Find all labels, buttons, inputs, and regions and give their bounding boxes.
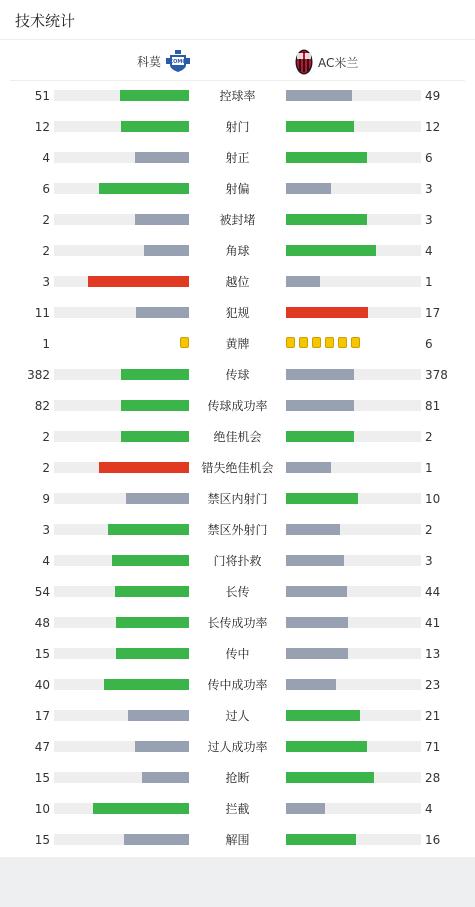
stat-label: 抢断 <box>225 771 250 785</box>
stat-label: 传球 <box>225 368 250 382</box>
home-value: 6 <box>42 182 50 196</box>
stat-label: 禁区外射门 <box>207 523 268 537</box>
away-value: 81 <box>425 399 441 413</box>
home-value: 382 <box>27 368 50 382</box>
stat-row <box>0 616 475 630</box>
stat-label: 控球率 <box>219 89 256 103</box>
away-bar <box>286 710 360 721</box>
yellow-card-icon <box>286 337 295 348</box>
home-bar-track <box>54 803 189 814</box>
home-value: 10 <box>34 802 50 816</box>
home-bar <box>135 214 189 225</box>
away-bar-track <box>286 245 421 256</box>
away-bar-track <box>286 834 421 845</box>
home-bar <box>112 555 189 566</box>
stat-row <box>0 740 475 754</box>
stat-row <box>0 647 475 661</box>
home-bar-track <box>54 555 189 566</box>
away-bar-track <box>286 369 421 380</box>
home-bar-track <box>54 710 189 721</box>
stat-label: 禁区内射门 <box>207 492 268 506</box>
stat-label: 黄牌 <box>225 337 250 351</box>
away-bar <box>286 245 376 256</box>
away-yellow-cards <box>286 337 421 351</box>
home-bar-track <box>54 307 189 318</box>
away-bar-track <box>286 772 421 783</box>
home-bar <box>104 679 189 690</box>
stat-row <box>0 492 475 506</box>
page-title: 技术统计 <box>15 12 76 30</box>
home-yellow-cards <box>54 337 189 351</box>
stat-label: 传球成功率 <box>207 399 268 413</box>
home-value: 17 <box>34 709 50 723</box>
away-bar <box>286 555 344 566</box>
away-bar <box>286 493 358 504</box>
home-bar <box>108 524 189 535</box>
home-value: 2 <box>42 244 50 258</box>
stat-label: 长传 <box>225 585 250 599</box>
team-header <box>10 40 465 81</box>
home-team[interactable] <box>137 49 190 73</box>
home-value: 51 <box>34 89 50 103</box>
stat-label: 射偏 <box>225 182 250 196</box>
away-bar <box>286 90 352 101</box>
away-bar-track <box>286 276 421 287</box>
away-value: 3 <box>425 213 433 227</box>
home-bar <box>121 121 189 132</box>
home-bar <box>115 586 189 597</box>
home-bar <box>121 369 189 380</box>
home-value: 82 <box>34 399 50 413</box>
away-value: 1 <box>425 275 433 289</box>
away-bar <box>286 741 367 752</box>
stat-row <box>0 523 475 537</box>
stat-label: 传中成功率 <box>207 678 268 692</box>
stat-row <box>0 337 475 351</box>
home-value: 4 <box>42 554 50 568</box>
away-bar <box>286 524 340 535</box>
yellow-card-icon <box>325 337 334 348</box>
away-bar-track <box>286 121 421 132</box>
stat-row <box>0 833 475 847</box>
home-bar-track <box>54 152 189 163</box>
away-value: 378 <box>425 368 448 382</box>
home-bar-track <box>54 214 189 225</box>
stat-label: 射正 <box>225 151 250 165</box>
home-value: 2 <box>42 213 50 227</box>
away-bar <box>286 431 354 442</box>
away-bar-track <box>286 524 421 535</box>
away-bar <box>286 648 348 659</box>
away-bar-track <box>286 648 421 659</box>
away-bar-track <box>286 214 421 225</box>
away-value: 12 <box>425 120 441 134</box>
away-bar <box>286 462 331 473</box>
home-bar <box>99 183 189 194</box>
title-bar <box>0 0 475 40</box>
stat-row <box>0 182 475 196</box>
home-value: 15 <box>34 771 50 785</box>
away-bar-track <box>286 679 421 690</box>
home-bar <box>116 617 189 628</box>
home-bar <box>121 400 189 411</box>
away-bar <box>286 586 347 597</box>
home-bar-track <box>54 400 189 411</box>
away-value: 23 <box>425 678 441 692</box>
away-bar-track <box>286 307 421 318</box>
away-value: 4 <box>425 802 433 816</box>
away-bar <box>286 772 374 783</box>
home-value: 15 <box>34 833 50 847</box>
stat-row <box>0 368 475 382</box>
stat-label: 门将扑救 <box>213 554 262 568</box>
home-bar <box>128 710 189 721</box>
away-bar <box>286 400 354 411</box>
away-team-name: AC米兰 <box>318 55 359 70</box>
home-bar <box>99 462 189 473</box>
stat-row <box>0 244 475 258</box>
away-bar <box>286 121 354 132</box>
home-bar-track <box>54 183 189 194</box>
away-bar <box>286 152 367 163</box>
away-team[interactable] <box>295 49 358 75</box>
yellow-card-icon <box>299 337 308 348</box>
away-bar-track <box>286 431 421 442</box>
home-value: 9 <box>42 492 50 506</box>
home-bar-track <box>54 245 189 256</box>
away-bar-track <box>286 741 421 752</box>
yellow-card-icon <box>312 337 321 348</box>
stat-label: 错失绝佳机会 <box>201 461 274 475</box>
home-bar-track <box>54 493 189 504</box>
stat-row <box>0 771 475 785</box>
away-value: 6 <box>425 337 433 351</box>
away-value: 17 <box>425 306 441 320</box>
away-value: 41 <box>425 616 441 630</box>
away-value: 6 <box>425 151 433 165</box>
away-bar <box>286 307 368 318</box>
home-bar-track <box>54 524 189 535</box>
stat-label: 射门 <box>225 120 250 134</box>
away-bar-track <box>286 400 421 411</box>
stat-row <box>0 399 475 413</box>
home-bar-track <box>54 772 189 783</box>
away-bar <box>286 834 356 845</box>
home-value: 47 <box>34 740 50 754</box>
home-bar-track <box>54 276 189 287</box>
away-value: 10 <box>425 492 441 506</box>
home-value: 54 <box>34 585 50 599</box>
home-bar <box>142 772 189 783</box>
home-bar-track <box>54 586 189 597</box>
away-bar <box>286 617 348 628</box>
away-value: 3 <box>425 182 433 196</box>
home-value: 15 <box>34 647 50 661</box>
home-value: 12 <box>34 120 50 134</box>
away-bar-track <box>286 555 421 566</box>
home-bar <box>121 431 189 442</box>
home-bar-track <box>54 431 189 442</box>
home-bar <box>136 307 189 318</box>
away-bar <box>286 369 354 380</box>
stat-row <box>0 306 475 320</box>
home-value: 1 <box>42 337 50 351</box>
stat-label: 解围 <box>225 833 250 847</box>
home-bar-track <box>54 741 189 752</box>
stat-row <box>0 275 475 289</box>
home-value: 40 <box>34 678 50 692</box>
away-bar-track <box>286 493 421 504</box>
home-bar <box>116 648 189 659</box>
home-bar-track <box>54 617 189 628</box>
home-bar-track <box>54 369 189 380</box>
home-value: 3 <box>42 523 50 537</box>
stat-label: 过人 <box>225 709 250 723</box>
ac-milan-crest-icon <box>295 49 313 75</box>
stat-row <box>0 120 475 134</box>
away-value: 1 <box>425 461 433 475</box>
stat-row <box>0 554 475 568</box>
home-bar-track <box>54 834 189 845</box>
como-crest-icon <box>166 49 190 73</box>
stat-label: 传中 <box>225 647 250 661</box>
home-value: 3 <box>42 275 50 289</box>
stat-label: 角球 <box>225 244 250 258</box>
away-value: 3 <box>425 554 433 568</box>
stat-row <box>0 709 475 723</box>
home-bar <box>93 803 189 814</box>
stat-label: 越位 <box>225 275 250 289</box>
stat-label: 过人成功率 <box>207 740 268 754</box>
away-bar-track <box>286 462 421 473</box>
stat-label: 被封堵 <box>219 213 256 227</box>
away-value: 13 <box>425 647 441 661</box>
away-bar-track <box>286 617 421 628</box>
stat-row <box>0 802 475 816</box>
away-value: 28 <box>425 771 441 785</box>
yellow-card-icon <box>180 337 189 348</box>
home-bar <box>88 276 189 287</box>
away-bar <box>286 276 320 287</box>
stat-row <box>0 678 475 692</box>
home-value: 11 <box>34 306 50 320</box>
stat-label: 犯规 <box>225 306 250 320</box>
home-value: 2 <box>42 461 50 475</box>
away-value: 49 <box>425 89 441 103</box>
away-value: 2 <box>425 523 433 537</box>
away-value: 21 <box>425 709 441 723</box>
home-bar-track <box>54 90 189 101</box>
stat-row <box>0 585 475 599</box>
away-bar-track <box>286 152 421 163</box>
stat-label: 长传成功率 <box>207 616 268 630</box>
away-value: 16 <box>425 833 441 847</box>
home-bar-track <box>54 121 189 132</box>
stat-row <box>0 461 475 475</box>
stat-row <box>0 89 475 103</box>
stat-row <box>0 213 475 227</box>
home-bar <box>144 245 189 256</box>
home-bar <box>124 834 189 845</box>
yellow-card-icon <box>338 337 347 348</box>
home-bar-track <box>54 648 189 659</box>
away-bar <box>286 803 325 814</box>
away-value: 4 <box>425 244 433 258</box>
away-value: 2 <box>425 430 433 444</box>
home-bar-track <box>54 679 189 690</box>
svg-text:COMO: COMO <box>169 59 187 65</box>
away-bar-track <box>286 586 421 597</box>
away-bar-track <box>286 710 421 721</box>
away-value: 44 <box>425 585 441 599</box>
away-bar <box>286 679 336 690</box>
home-bar-track <box>54 462 189 473</box>
home-bar <box>120 90 189 101</box>
away-bar <box>286 214 367 225</box>
stat-label: 绝佳机会 <box>213 430 262 444</box>
away-bar-track <box>286 90 421 101</box>
home-bar <box>135 152 189 163</box>
home-value: 2 <box>42 430 50 444</box>
home-value: 4 <box>42 151 50 165</box>
stat-row <box>0 151 475 165</box>
away-bar-track <box>286 183 421 194</box>
away-value: 71 <box>425 740 441 754</box>
home-value: 48 <box>34 616 50 630</box>
home-bar <box>126 493 189 504</box>
stat-label: 拦截 <box>225 802 250 816</box>
stat-row <box>0 430 475 444</box>
away-bar-track <box>286 803 421 814</box>
yellow-card-icon <box>351 337 360 348</box>
home-bar <box>135 741 189 752</box>
home-team-name: 科莫 <box>136 54 161 69</box>
away-bar <box>286 183 331 194</box>
